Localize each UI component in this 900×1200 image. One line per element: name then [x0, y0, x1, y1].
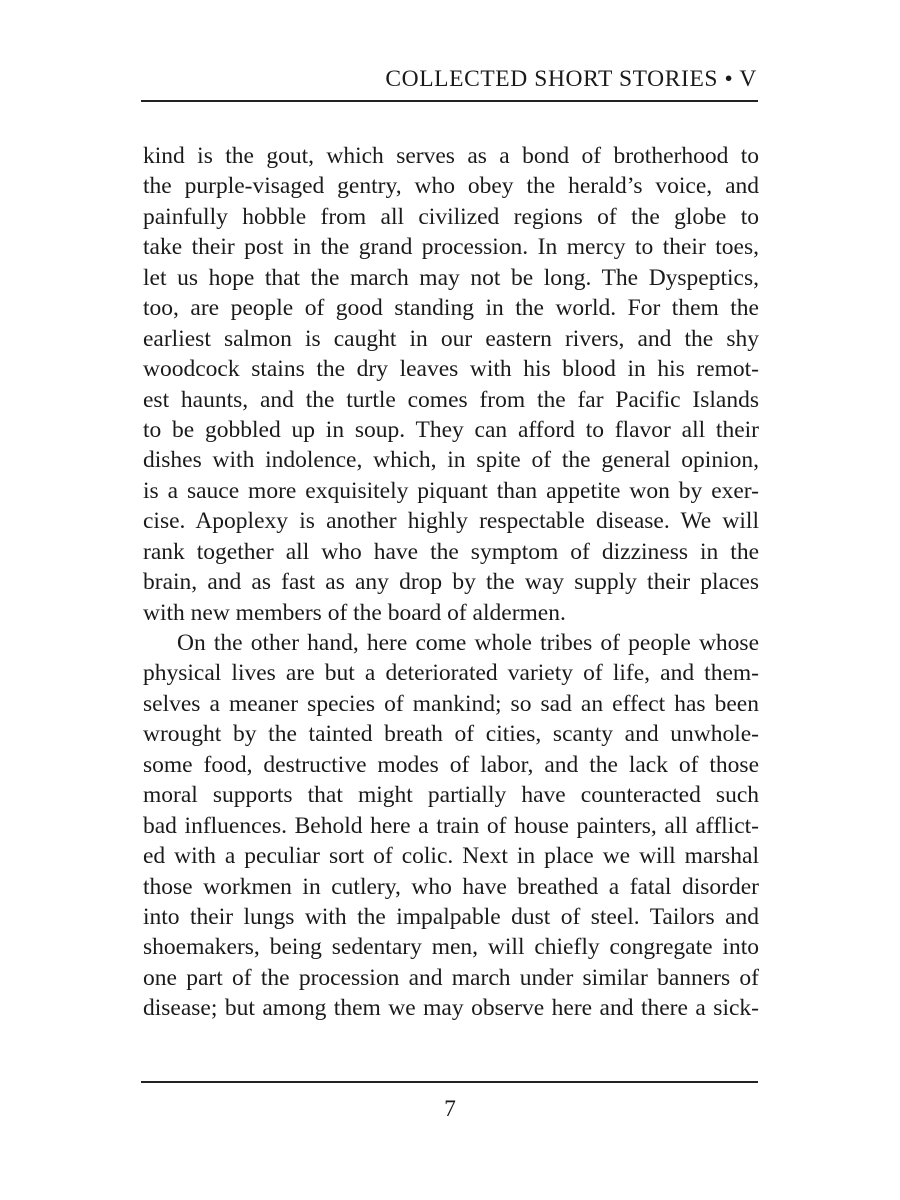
page-number: 7	[444, 1096, 456, 1122]
text-line: rank together all who have the symptom of dizziness in the	[143, 538, 759, 565]
text-line: let us hope that the march may not be long. The Dyspeptics,	[143, 264, 759, 291]
header-rule	[141, 100, 758, 102]
text-line: bad influences. Behold here a train of house painters, all afflict-	[143, 812, 759, 839]
text-line: earliest salmon is caught in our eastern rivers, and the shy	[143, 325, 759, 352]
text-line: into their lungs with the impalpable dust of steel. Tailors and	[143, 903, 759, 930]
text-line: woodcock stains the dry leaves with his blood in his remot-	[143, 356, 759, 383]
text-line: physical lives are but a deteriorated variety of life, and them-	[143, 660, 759, 687]
text-line: dishes with indolence, which, in spite of the general opinion,	[143, 447, 759, 474]
text-line: painfully hobble from all civilized regions of the globe to	[143, 203, 759, 230]
text-line: those workmen in cutlery, who have breathed a fatal disorder	[143, 873, 759, 900]
footer-rule	[141, 1081, 758, 1083]
text-line: shoemakers, being sedentary men, will chiefly congregate into	[143, 934, 759, 961]
text-line: with new members of the board of aldermen.	[143, 599, 566, 626]
text-line: some food, destructive modes of labor, and the lack of those	[143, 751, 759, 778]
text-line: one part of the procession and march under similar banners of	[143, 964, 759, 991]
text-line: too, are people of good standing in the world. For them the	[143, 295, 759, 322]
text-line: cise. Apoplexy is another highly respectable disease. We will	[143, 508, 759, 535]
text-line: take their post in the grand procession. In mercy to their toes,	[143, 234, 759, 261]
text-line: to be gobbled up in soup. They can afford to flavor all their	[143, 416, 759, 443]
text-line: wrought by the tainted breath of cities, scanty and unwhole-	[143, 721, 759, 748]
text-line: ed with a peculiar sort of colic. Next in place we will marshal	[143, 843, 759, 870]
text-line: brain, and as fast as any drop by the way supply their places	[143, 569, 759, 596]
body-text	[143, 141, 759, 1024]
text-line: the purple-visaged gentry, who obey the herald’s voice, and	[143, 173, 759, 200]
text-line: est haunts, and the turtle comes from the far Pacific Islands	[143, 386, 759, 413]
running-head: COLLECTED SHORT STORIES • V	[385, 66, 757, 92]
text-line: disease; but among them we may observe here and there a sick-	[143, 995, 759, 1022]
text-line: selves a meaner species of mankind; so sad an effect has been	[143, 690, 759, 717]
text-line: On the other hand, here come whole tribes of people whose	[177, 630, 759, 656]
text-line: moral supports that might partially have counteracted such	[143, 782, 759, 809]
text-line: is a sauce more exquisitely piquant than appetite won by exer-	[143, 477, 759, 504]
text-line: kind is the gout, which serves as a bond of brotherhood to	[143, 143, 759, 169]
